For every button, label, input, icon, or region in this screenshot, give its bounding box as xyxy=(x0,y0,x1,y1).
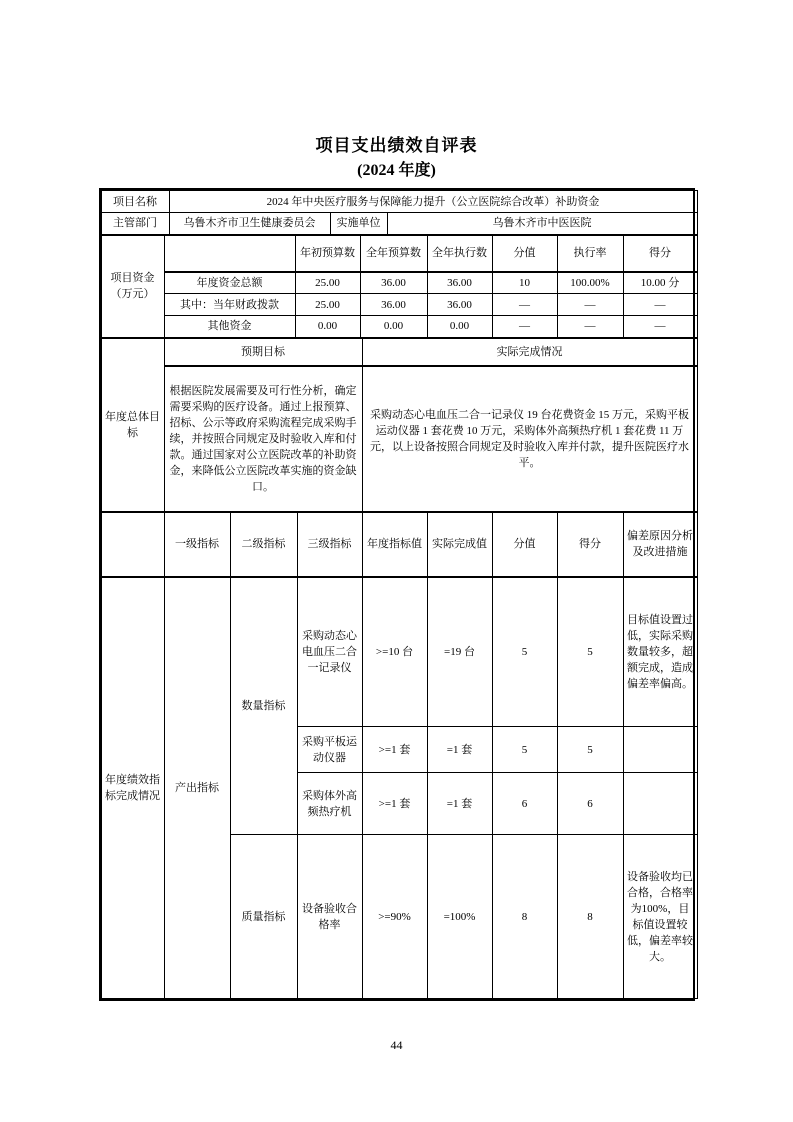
deviation-analysis xyxy=(623,727,697,773)
department-label: 主管部门 xyxy=(101,213,169,235)
funds-cell: 36.00 xyxy=(427,294,492,316)
funds-row-label: 其他资金 xyxy=(164,316,295,338)
actual-completion-value: =100% xyxy=(427,835,492,999)
funds-cell: 36.00 xyxy=(360,294,427,316)
project-name-value: 2024 年中央医疗服务与保障能力提升（公立医院综合改革）补助资金 xyxy=(169,191,697,213)
score-value-cell: 5 xyxy=(492,577,557,727)
funds-header-annual-budget: 全年预算数 xyxy=(360,236,427,272)
indicators-header-score-value: 分值 xyxy=(492,513,557,577)
level1-indicator: 产出指标 xyxy=(164,577,230,999)
funds-cell: 25.00 xyxy=(295,294,360,316)
indicators-table xyxy=(101,513,698,1000)
funds-header-initial-budget: 年初预算数 xyxy=(295,236,360,272)
funds-cell: — xyxy=(623,316,697,338)
project-name-label: 项目名称 xyxy=(101,191,169,213)
funds-row-label: 其中：当年财政拨款 xyxy=(164,294,295,316)
annual-target-value: >=1 套 xyxy=(362,727,427,773)
indicators-section-label: 年度绩效指标完成情况 xyxy=(101,577,164,999)
page-subtitle: (2024 年度) xyxy=(357,162,436,179)
funds-cell: — xyxy=(557,294,623,316)
implement-unit-label: 实施单位 xyxy=(330,213,387,235)
actual-completion-header: 实际完成情况 xyxy=(362,339,697,366)
funds-cell: 36.00 xyxy=(427,272,492,294)
implement-unit-value: 乌鲁木齐市中医医院 xyxy=(387,213,697,235)
indicators-header-level3: 三级指标 xyxy=(297,513,362,577)
actual-completion-value: =1 套 xyxy=(427,727,492,773)
funds-cell: 0.00 xyxy=(360,316,427,338)
funds-cell: 100.00% xyxy=(557,272,623,294)
funds-header-execution-rate: 执行率 xyxy=(557,236,623,272)
expected-goal-text: 根据医院发展需要及可行性分析，确定需要采购的医疗设备。通过上报预算、招标、公示等政府采购流程完成采购手续，并按照合同规定及时验收入库和付款。通过国家对公立医院改革的补助资金，来降低公立医院改革实施的资金缺口。 xyxy=(164,366,362,512)
funds-cell: — xyxy=(557,316,623,338)
funds-cell: — xyxy=(492,294,557,316)
score-cell: 6 xyxy=(557,773,623,835)
project-info-table xyxy=(101,190,698,236)
funds-section-label: 项目资金（万元） xyxy=(101,236,164,338)
deviation-analysis xyxy=(623,773,697,835)
indicators-header-empty xyxy=(101,513,164,577)
department-value: 乌鲁木齐市卫生健康委员会 xyxy=(169,213,330,235)
funds-cell: 25.00 xyxy=(295,272,360,294)
funds-header-score-value: 分值 xyxy=(492,236,557,272)
project-funds-table xyxy=(101,236,698,339)
page-title: 项目支出绩效自评表 xyxy=(315,136,478,155)
funds-cell: 0.00 xyxy=(427,316,492,338)
indicators-header-level1: 一级指标 xyxy=(164,513,230,577)
deviation-analysis: 设备验收均已合格，合格率为100%，目标值设置较低，偏差率较大。 xyxy=(623,835,697,999)
level3-indicator: 采购平板运动仪器 xyxy=(297,727,362,773)
actual-completion-value: =19 台 xyxy=(427,577,492,727)
funds-header-executed: 全年执行数 xyxy=(427,236,492,272)
score-value-cell: 5 xyxy=(492,727,557,773)
level3-indicator: 设备验收合格率 xyxy=(297,835,362,999)
score-cell: 8 xyxy=(557,835,623,999)
indicators-header-score: 得分 xyxy=(557,513,623,577)
indicators-header-annual-target: 年度指标值 xyxy=(362,513,427,577)
funds-cell: — xyxy=(492,316,557,338)
funds-header-score: 得分 xyxy=(623,236,697,272)
funds-row-label: 年度资金总额 xyxy=(164,272,295,294)
score-cell: 5 xyxy=(557,727,623,773)
annual-target-value: >=10 台 xyxy=(362,577,427,727)
level3-indicator: 采购体外高频热疗机 xyxy=(297,773,362,835)
annual-goal-table xyxy=(101,339,698,513)
score-value-cell: 6 xyxy=(492,773,557,835)
deviation-analysis: 目标值设置过低，实际采购数量较多，超额完成，造成偏差率偏高。 xyxy=(623,577,697,727)
funds-cell: 10.00 分 xyxy=(623,272,697,294)
actual-completion-value: =1 套 xyxy=(427,773,492,835)
expected-goal-header: 预期目标 xyxy=(164,339,362,366)
indicators-header-deviation: 偏差原因分析及改进措施 xyxy=(623,513,697,577)
indicators-header-actual-value: 实际完成值 xyxy=(427,513,492,577)
level2-indicator-quality: 质量指标 xyxy=(230,835,297,999)
funds-cell: 36.00 xyxy=(360,272,427,294)
indicators-header-level2: 二级指标 xyxy=(230,513,297,577)
score-cell: 5 xyxy=(557,577,623,727)
annual-target-value: >=90% xyxy=(362,835,427,999)
funds-cell: 10 xyxy=(492,272,557,294)
actual-completion-text: 采购动态心电血压二合一记录仪 19 台花费资金 15 万元，采购平板运动仪器 1 套花费 10 万元，采购体外高频热疗机 1 套花费 11 万元，以上设备按照合同规定及时验收入库并付款，提升医院医疗水平。 xyxy=(362,366,697,512)
annual-target-value: >=1 套 xyxy=(362,773,427,835)
funds-cell: — xyxy=(623,294,697,316)
level2-indicator-quantity: 数量指标 xyxy=(230,577,297,835)
funds-header-empty xyxy=(164,236,295,272)
funds-cell: 0.00 xyxy=(295,316,360,338)
score-value-cell: 8 xyxy=(492,835,557,999)
page-number: 44 xyxy=(390,1038,403,1052)
evaluation-table xyxy=(99,188,695,1001)
level3-indicator: 采购动态心电血压二合一记录仪 xyxy=(297,577,362,727)
annual-goal-section-label: 年度总体目标 xyxy=(101,339,164,512)
